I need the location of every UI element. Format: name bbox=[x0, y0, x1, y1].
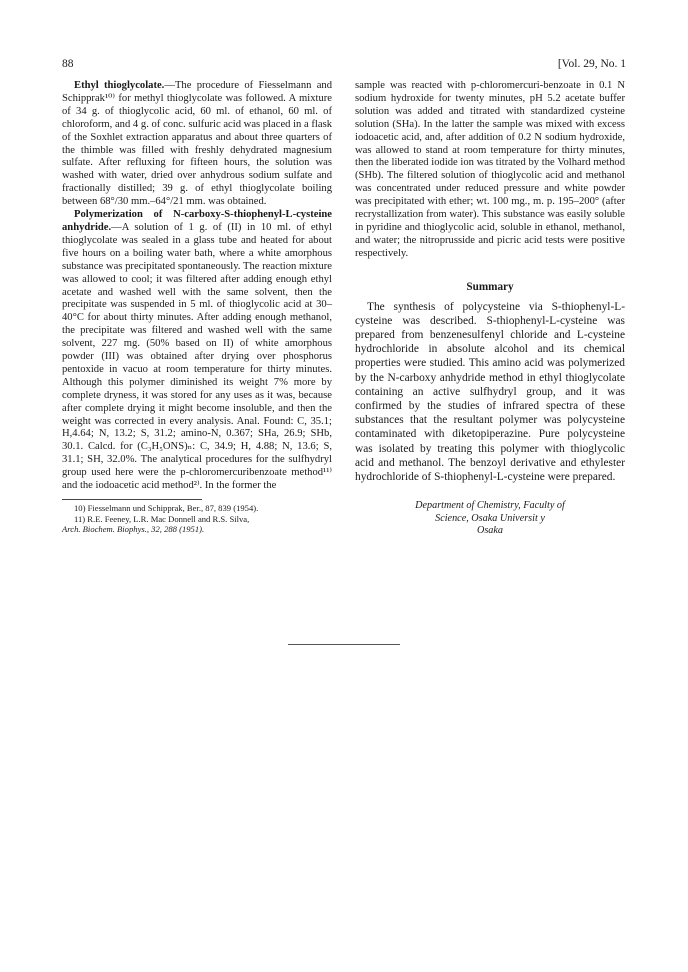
paragraph-ethyl-thioglycolate bbox=[62, 80, 332, 209]
affiliation-line-3: Osaka bbox=[476, 525, 504, 537]
summary-text: The synthesis of polycysteine via S-thiophenyl-L-cysteine was described. S-thiophenyl-L-cysteine was prepared from benzenesulfenyl chloride and L-cysteine hydrochloride in absolute alcohol and its chemical properties were studied. This amino acid was polymerized by the N-carboxy anhydride method in ethyl thioglycolate containing an active sulfhydryl group, and it was confirmed by the studies of infrared spectra of these substances that the resultant polymer was polycysteine contaminated with diketopiperazine. Pure polycysteine was isolated by treating this polymer with thioglycolic acid and methanol. The benzoyl derivative and ethylester hydrochloride of S-thiophenyl-L-cysteine were prepared. bbox=[355, 300, 625, 484]
page-number: 88 bbox=[62, 58, 74, 70]
affiliation-line-1: Department of Chemistry, Faculty of bbox=[415, 500, 565, 512]
paragraph-text: —A solution of 1 g. of (II) in 10 ml. of ethyl thioglycolate was sealed in a glass tube and heated for about five hours on a boiling water bath, where a white amorphous substance was precipitated spontaneously. The reaction mixture was allowed to cool; it was filtered after adding enough ethyl acetate and washed well with the same solvent, then the precipitate was suspended in 5 ml. of thioglycolic acid at 30–40°C for about thirty minutes. After adding enough methanol, the precipitate was filtered and washed well with the same solvent, 227 mg. (50% based on II) of white amorphous powder (III) was obtained after drying over phosphorus pentoxide in vacuo at room temperature for thirty minutes. Although this polymer diminished its weight 7% more by complete dryness, it was stored for any uses as it was, because after complete drying it might become insoluble, and then the weight was corrected in every analysis. Anal. Found: C, 35.1; H,4.64; N, 13.2; S, 31.2; amino-N, 0.367; SHa, 26.9; SHb, 30.1. Calcd. for (C₃H₅ONS)ₙ: C, 34.9; H, 4.88; N, 13.6; S, 31.1; SH, 32.0%. The analytical procedures for the sulfhydryl group used here were the p-chloromercuribenzoate method¹¹⁾ and the iodoacetic acid method²⁾. In the former the bbox=[62, 221, 332, 492]
right-column bbox=[355, 80, 625, 538]
paragraph-polymerization bbox=[62, 209, 332, 493]
paragraph-text: —The procedure of Fiesselmann and Schipprak¹⁰⁾ for methyl thioglycolate was followed. A mixture of 34 g. of thioglycolic acid, 60 ml. of ethanol, 60 ml. of chloroform, and 4 g. of conc. sulfuric acid was placed in a flask of the Soxhlet extraction apparatus and about three quarters of the thimble was filled with freshly dehydrated magnesium sulfate. After refluxing for fifteen hours, the solution was washed with water, dried over anhydrous sodium sulfate and fractionally distilled; 39 g. of ethyl thioglycolate boiling between 68°/30 mm.–64°/21 mm. was obtained. bbox=[62, 80, 332, 208]
page-header bbox=[62, 58, 626, 74]
footnotes bbox=[62, 503, 332, 535]
section-run-in-heading: Ethyl thioglycolate. bbox=[74, 80, 165, 91]
paragraph-continued: sample was reacted with p-chloromercuri-benzoate in 0.1 N sodium hydroxide for twenty minutes, pH 5.2 acetate buffer solution was added and titrated with standardized cysteine solution (SHa). In the latter the sample was mixed with excess iodoacetic acid, and, after addition of 0.2 N sodium hydroxide, was allowed to stand at room temperature for thirty minutes, then the liberated iodide ion was titrated by the Volhard method (SHb). The filtered solution of thioglycolic acid and methanol was concentrated under reduced pressure and white powder was precipitated with ether; wt. 100 mg., m. p. 195–200° (after recrystallization from water). This substance was easily soluble in pyridine and thioglycolic acid, soluble in ethanol, methanol, and water; the nitroprusside and picric acid tests were positive respectively. bbox=[355, 80, 625, 259]
summary-heading: Summary bbox=[466, 280, 514, 293]
affiliation-line-2: Science, Osaka Universit y bbox=[435, 512, 545, 524]
affiliation bbox=[355, 500, 625, 538]
footnote-11-citation: Arch. Biochem. Biophys., 32, 288 (1951). bbox=[62, 524, 205, 535]
volume-label: [Vol. 29, No. 1 bbox=[557, 58, 626, 70]
left-column bbox=[62, 80, 332, 535]
section-run-in-heading: Polymerization of N-carboxy-S-thiophenyl-L-cysteine anhydride. bbox=[62, 209, 332, 233]
end-rule bbox=[288, 644, 400, 645]
footnote-11: 11) R.E. Feeney, L.R. Mac Donnell and R.S. Silva, bbox=[74, 513, 250, 524]
footnote-10: 10) Fiesselmann und Schipprak, Ber., 87, 839 (1954). bbox=[74, 503, 259, 513]
